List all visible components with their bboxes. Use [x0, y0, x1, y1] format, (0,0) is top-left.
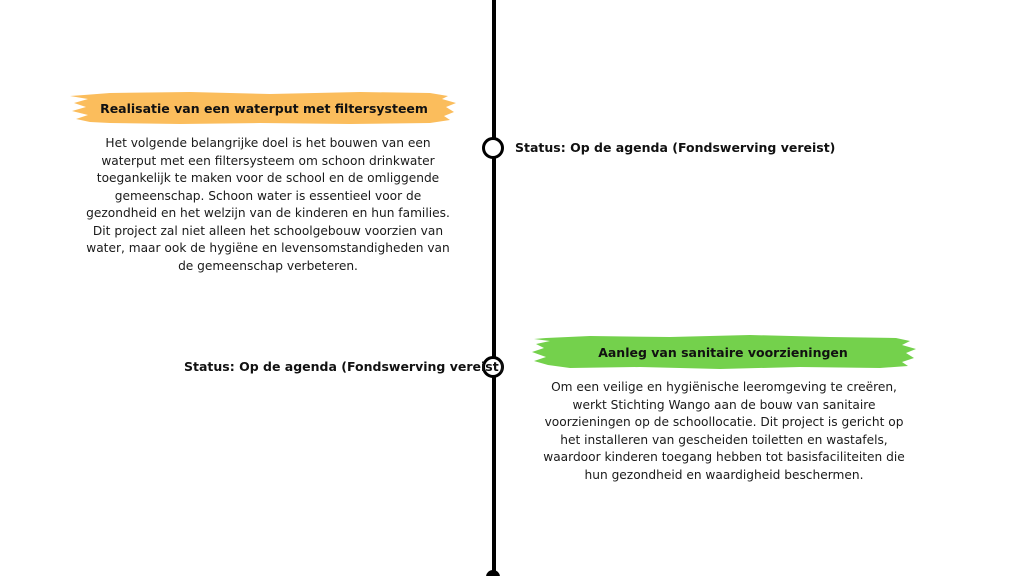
brush-highlight-waterput: [70, 89, 458, 127]
item-description-sanitair: Om een veilige en hygiënische leeromgeving te creëren, werkt Stichting Wango aan de bouw van sanitaire voorzieningen op de schoollocatie. Dit project is gericht op het installeren van gescheiden toiletten en wastafels, waardoor kinderen toegang hebben tot basisfaciliteiten die hun gezondheid en waardigheid beschermen.: [543, 380, 905, 482]
item-title-waterput: Realisatie van een waterput met filtersysteem: [100, 100, 428, 116]
item-description-waterput: Het volgende belangrijke doel is het bouwen van een waterput met een filtersysteem om schoon drinkwater toegankelijk te maken voor de school en de omliggende gemeenschap. Schoon water is essentieel voor de gezondheid en het welzijn van de kinderen en hun families. Dit project zal niet alleen het schoolgebouw voorzien van water, maar ook de hygiëne en levensomstandigheden van de gemeenschap verbeteren.: [86, 136, 450, 273]
item-title-sanitair: Aanleg van sanitaire voorzieningen: [598, 344, 848, 360]
timeline-node-waterput: [482, 137, 504, 159]
item-status-waterput: Status: Op de agenda (Fondswerving vereist): [515, 140, 836, 155]
timeline-node-end: [486, 570, 500, 576]
item-status-sanitair: Status: Op de agenda (Fondswerving vereist): [184, 359, 505, 374]
brush-highlight-sanitair: [530, 333, 916, 371]
timeline-line: [492, 0, 496, 576]
